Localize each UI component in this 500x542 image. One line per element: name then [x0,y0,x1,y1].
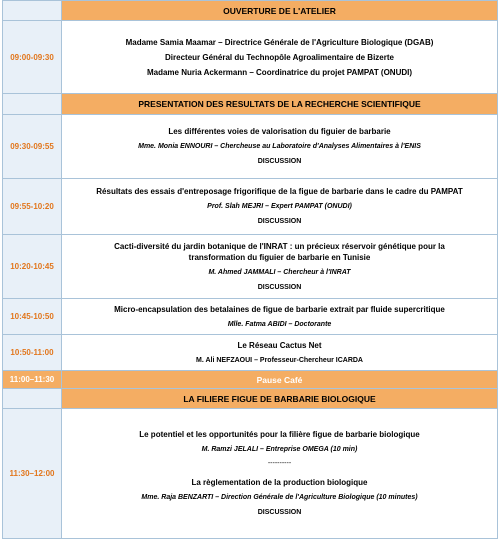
talk-2-speaker: Prof. Slah MEJRI – Expert PAMPAT (ONUDI) [207,203,352,210]
time-final: 11:30–12:00 [3,409,62,539]
opening-line-1: Madame Samia Maamar – Directrice Générale de l'Agriculture Biologique (DGAB) [125,37,434,47]
final-title-1: Le potentiel et les opportunités pour la filière figue de barbarie biologique [139,430,420,439]
empty-time-cell [3,94,62,115]
talk-1-speaker: Mme. Monia ENNOURI – Chercheuse au Laboratoire d'Analyses Alimentaires à l'ENIS [138,143,421,150]
talk-3-title-line-2: transformation du figuier de barbarie en Tunisie [188,252,371,262]
empty-time-cell [3,1,62,21]
talk-2-title: Résultats des essais d'entreposage frigorifique de la figue de barbarie dans le cadre du PAMPAT [96,187,463,196]
talk-3-discussion: DISCUSSION [257,283,302,291]
time-talk-5: 10:50-11:00 [3,335,62,371]
time-opening: 09:00-09:30 [3,21,62,94]
talk-3-title-line-1: Cacti-diversité du jardin botanique de l'INRAT : un précieux réservoir génétique pour la [114,241,445,251]
time-pause: 11:00–11:30 [3,371,62,389]
section-header-presentation: PRESENTATION DES RESULTATS DE LA RECHERCHE SCIENTIFIQUE [62,94,498,115]
final-speaker-2: Mme. Raja BENZARTI – Direction Générale de l'Agriculture Biologique (10 minutes) [141,494,418,501]
final-cell [62,409,498,539]
talk-1-title: Les différentes voies de valorisation du figuier de barbarie [168,127,391,136]
final-title-2: La règlementation de la production biologique [191,478,368,487]
pause-label: Pause Café [62,371,498,389]
opening-line-2: Directeur Général du Technopôle Agroalimentaire de Bizerte [165,52,394,62]
talk-1-cell [62,115,498,179]
time-talk-2: 09:55-10:20 [3,179,62,235]
time-talk-1: 09:30-09:55 [3,115,62,179]
talk-1-discussion: DISCUSSION [257,158,302,165]
talk-2-cell [62,179,498,235]
talk-5-cell [62,335,498,371]
talk-5-speaker: M. Ali NEFZAOUI – Professeur-Chercheur ICARDA [196,356,363,364]
opening-line-3: Madame Nuria Ackermann – Coordinatrice du projet PAMPAT (ONUDI) [146,67,413,77]
talk-2-discussion: DISCUSSION [257,218,302,225]
final-speaker-1: M. Ramzi JELALI – Entreprise OMEGA (10 min) [201,446,358,453]
empty-time-cell [3,389,62,409]
final-discussion: DISCUSSION [257,509,302,516]
talk-3-speaker: M. Ahmed JAMMALI – Chercheur à l'INRAT [208,268,351,276]
time-talk-3: 10:20-10:45 [3,235,62,299]
talk-4-cell [62,299,498,335]
talk-4-title: Micro-encapsulation des betalaines de figue de barbarie extrait par fluide supercritique [114,304,445,314]
separator: ---------- [267,460,292,467]
section-header-opening: OUVERTURE DE L'ATELIER [62,1,498,21]
section-header-filiere: LA FILIERE FIGUE DE BARBARIE BIOLOGIQUE [62,389,498,409]
opening-cell [62,21,498,94]
talk-5-title: Le Réseau Cactus Net [237,340,322,350]
time-talk-4: 10:45-10:50 [3,299,62,335]
talk-3-cell [62,235,498,299]
agenda-table [2,0,498,539]
talk-4-speaker: Mlle. Fatma ABIDI – Doctorante [227,320,332,328]
